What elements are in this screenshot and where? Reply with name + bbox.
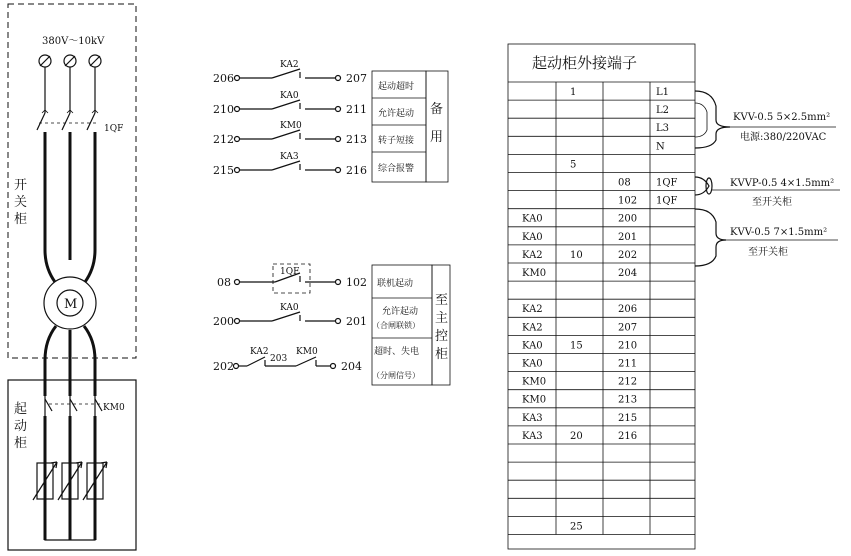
- table-cell: 210: [618, 340, 638, 352]
- table-cell: 211: [618, 358, 638, 370]
- table-cell: 15: [570, 340, 583, 352]
- contact-ka2: KA2: [280, 60, 299, 70]
- desc-general-alarm: 综合报警: [378, 164, 415, 174]
- desc-linked-start: 联机起动: [377, 279, 414, 289]
- table-cell: 207: [618, 322, 638, 334]
- table-cell: KA2: [522, 304, 543, 316]
- switch-cabinet-label-1: 开: [14, 178, 28, 193]
- table-cell: 10: [570, 249, 583, 261]
- km0-label: KM0: [103, 403, 125, 413]
- table-cell: 5: [570, 159, 577, 171]
- cable-3-brace: [695, 209, 726, 266]
- contact-ka2-main: KA2: [250, 347, 269, 357]
- table-cell: L1: [656, 87, 670, 98]
- spare-circuits: [213, 60, 448, 182]
- main-label-4: 柜: [435, 347, 449, 362]
- table-cell: KA0: [522, 358, 543, 370]
- desc-trip-signal: （分闸信号）: [372, 371, 420, 380]
- terminal-207: 207: [346, 72, 367, 85]
- spare-row-212-213: [213, 121, 367, 146]
- table-cell: KA2: [522, 249, 543, 261]
- table-cell: 201: [618, 231, 638, 243]
- desc-rotor-short: 转子短接: [378, 136, 415, 146]
- breaker-1qf: [37, 67, 99, 282]
- voltage-label: 380V～10kV: [42, 36, 105, 47]
- table-cell: L3: [656, 123, 670, 135]
- start-cabinet-label-1: 起: [14, 402, 28, 417]
- table-cell: 1QF: [656, 177, 678, 189]
- spare-row-206-207: [213, 60, 367, 85]
- table-cell: KA0: [522, 213, 543, 225]
- table-cell: 204: [618, 268, 638, 279]
- spare-desc-table: [372, 71, 448, 182]
- terminal-210: 210: [213, 103, 234, 116]
- switch-cabinet: [8, 4, 136, 358]
- table-cell: 213: [618, 394, 638, 406]
- start-cabinet-label-3: 柜: [14, 436, 28, 451]
- desc-close-interlock: （合闸联锁）: [372, 321, 420, 330]
- switch-cabinet-label-2: 关: [14, 195, 28, 210]
- terminal-213: 213: [346, 133, 367, 146]
- motor-label: M: [64, 297, 78, 312]
- km0-contacts: [38, 396, 103, 416]
- terminal-203: 203: [270, 354, 288, 364]
- desc-start-timeout: 起动超时: [378, 82, 415, 92]
- desc-timeout-power-loss: 超时、失电: [374, 347, 420, 357]
- terminal-216: 216: [346, 164, 367, 177]
- main-row-202-204: [213, 347, 362, 373]
- cable-2-dest: 至开关柜: [752, 197, 792, 208]
- cable-3-dest: 至开关柜: [748, 247, 788, 258]
- contact-ka0: KA0: [280, 91, 299, 101]
- terminal-table: [508, 44, 695, 549]
- table-cell: KA3: [522, 430, 543, 442]
- spare-label-1: 备: [430, 102, 444, 117]
- terminal-201: 201: [346, 315, 367, 328]
- desc-allow-start: 允许起动: [378, 109, 415, 119]
- cable-2-spec: KVVP-0.5 4×1.5mm²: [730, 178, 835, 189]
- terminal-215: 215: [213, 164, 234, 177]
- cable-3-spec: KVV-0.5 7×1.5mm²: [730, 227, 828, 238]
- table-cell: KA0: [522, 231, 543, 243]
- cable-1-brace: [695, 91, 730, 148]
- terminal-table-frame: [508, 44, 695, 549]
- desc-allow-start-main: 允许起动: [382, 307, 419, 317]
- main-label-3: 控: [435, 329, 449, 344]
- main-label-1: 至: [435, 293, 449, 308]
- cable-1-dest: 电源:380/220VAC: [740, 132, 827, 143]
- table-cell: 215: [618, 412, 638, 424]
- terminal-206: 206: [213, 72, 234, 85]
- table-cell: 200: [618, 213, 638, 225]
- cable-1-spec: KVV-0.5 5×2.5mm²: [733, 112, 831, 123]
- table-cell: 212: [618, 376, 638, 388]
- terminal-102: 102: [346, 276, 367, 289]
- table-cell: KM0: [522, 394, 547, 406]
- table-cell: 1QF: [656, 195, 678, 207]
- table-cell: 202: [618, 249, 638, 261]
- table-cell: KA0: [522, 340, 543, 352]
- spare-row-210-211: [213, 91, 367, 116]
- main-desc-table: [372, 265, 450, 385]
- terminal-table-title: 起动柜外接端子: [532, 54, 638, 72]
- spare-row-215-216: [213, 152, 367, 177]
- terminal-08: 08: [217, 276, 231, 289]
- table-cell: 25: [570, 521, 583, 533]
- switch-cabinet-label-3: 柜: [14, 212, 28, 227]
- terminal-212: 212: [213, 133, 234, 146]
- main-label-2: 主: [435, 311, 449, 326]
- table-cell: 1: [570, 87, 577, 98]
- terminal-202: 202: [213, 360, 234, 373]
- terminal-211: 211: [346, 103, 367, 116]
- table-cell: 206: [618, 304, 638, 316]
- table-cell: N: [656, 141, 665, 153]
- terminal-table-rows: [508, 82, 695, 535]
- terminal-200: 200: [213, 315, 234, 328]
- table-cell: KM0: [522, 268, 547, 279]
- table-cell: 08: [618, 177, 631, 189]
- main-control-circuits: [213, 264, 450, 385]
- main-row-08-102: [217, 264, 367, 293]
- incoming-terminals: [39, 55, 101, 67]
- terminal-204: 204: [341, 360, 362, 373]
- contact-km0-main: KM0: [296, 347, 318, 357]
- table-cell: KA3: [522, 412, 543, 424]
- table-cell: KA2: [522, 322, 543, 334]
- table-cell: KM0: [522, 376, 547, 388]
- breaker-label: 1QF: [104, 124, 124, 134]
- contact-ka0-main: KA0: [280, 303, 299, 313]
- table-cell: 102: [618, 195, 638, 207]
- start-cabinet-label-2: 动: [14, 419, 28, 434]
- contact-km0: KM0: [280, 121, 302, 131]
- contact-ka3: KA3: [280, 152, 299, 162]
- main-row-200-201: [213, 303, 367, 328]
- table-cell: L2: [656, 105, 670, 117]
- motor-icon: [44, 277, 96, 329]
- spare-label-2: 用: [430, 130, 444, 145]
- contact-1qf: 1QF: [280, 267, 300, 277]
- start-cabinet: [8, 326, 136, 550]
- table-cell: 20: [570, 430, 583, 442]
- table-cell: 216: [618, 430, 638, 442]
- cable-annotations: [695, 91, 840, 266]
